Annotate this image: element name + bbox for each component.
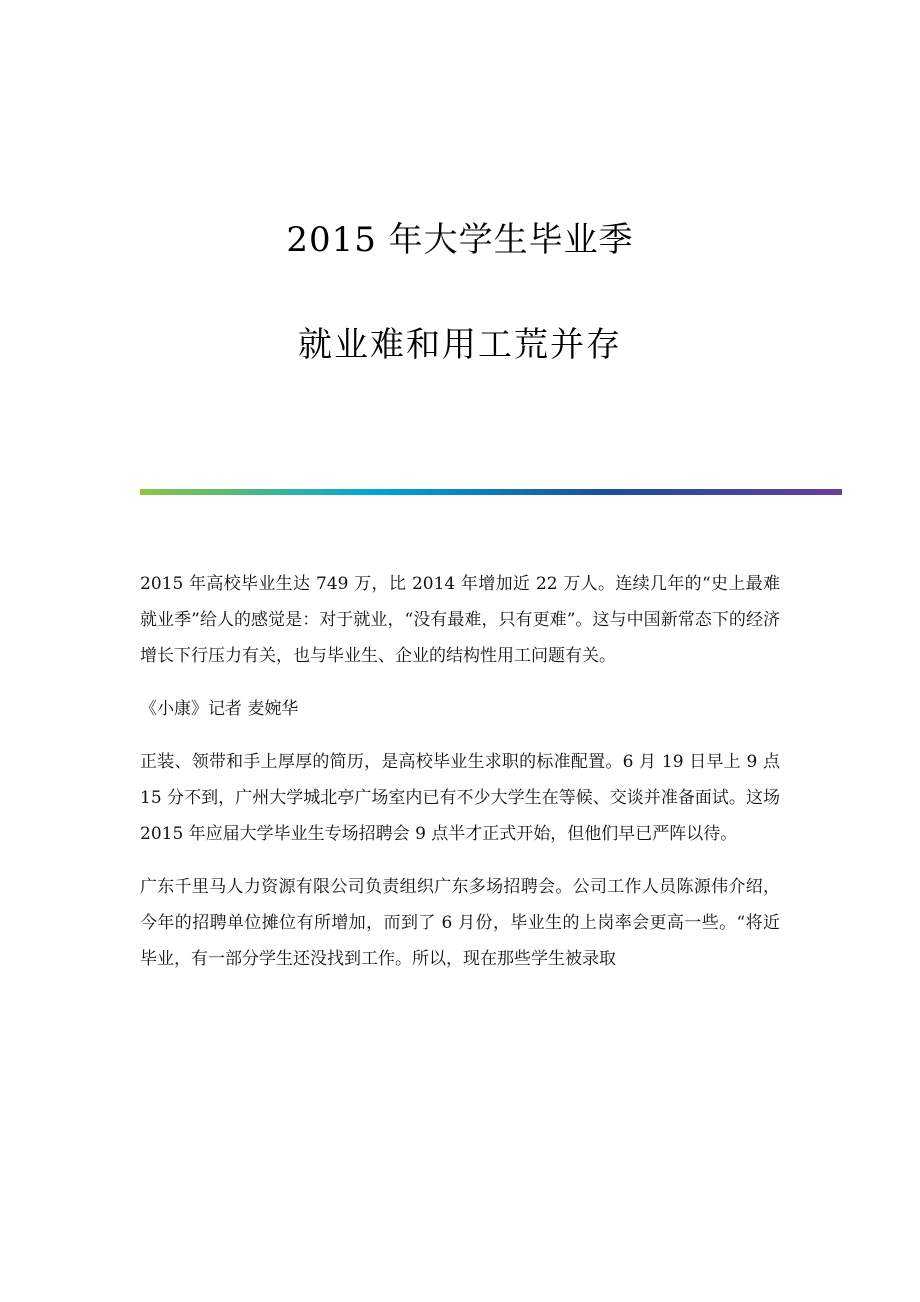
- gradient-divider: [140, 489, 842, 495]
- paragraph-intro: 2015 年高校毕业生达 749 万，比 2014 年增加近 22 万人。连续几年的“史上最难就业季”给人的感觉是：对于就业，“没有最难，只有更难”。这与中国新常态下的经济增长下行压力有关，也与毕业生、企业的结构性用工问题有关。: [140, 574, 780, 666]
- paragraph-byline: 《小康》记者 麦婉华: [140, 699, 299, 719]
- article-body: [140, 566, 780, 994]
- paragraph-job-fair: 正装、领带和手上厚厚的简历，是高校毕业生求职的标准配置。6 月 19 日早上 9 点 15 分不到，广州大学城北亭广场室内已有不少大学生在等候、交谈并准备面试。这场 2015 年应届大学毕业生专场招聘会 9 点半才正式开始，但他们早已严阵以待。: [140, 752, 780, 844]
- document-title-line-1: 2015 年大学生毕业季: [286, 220, 634, 260]
- document-title-line-2: 就业难和用工荒并存: [298, 325, 622, 365]
- paragraph-recruiter: 广东千里马人力资源有限公司负责组织广东多场招聘会。公司工作人员陈源伟介绍，今年的招聘单位摊位有所增加，而到了 6 月份，毕业生的上岗率会更高一些。“将近毕业，有一部分学生还没找到工作。所以，现在那些学生被录取: [140, 877, 780, 969]
